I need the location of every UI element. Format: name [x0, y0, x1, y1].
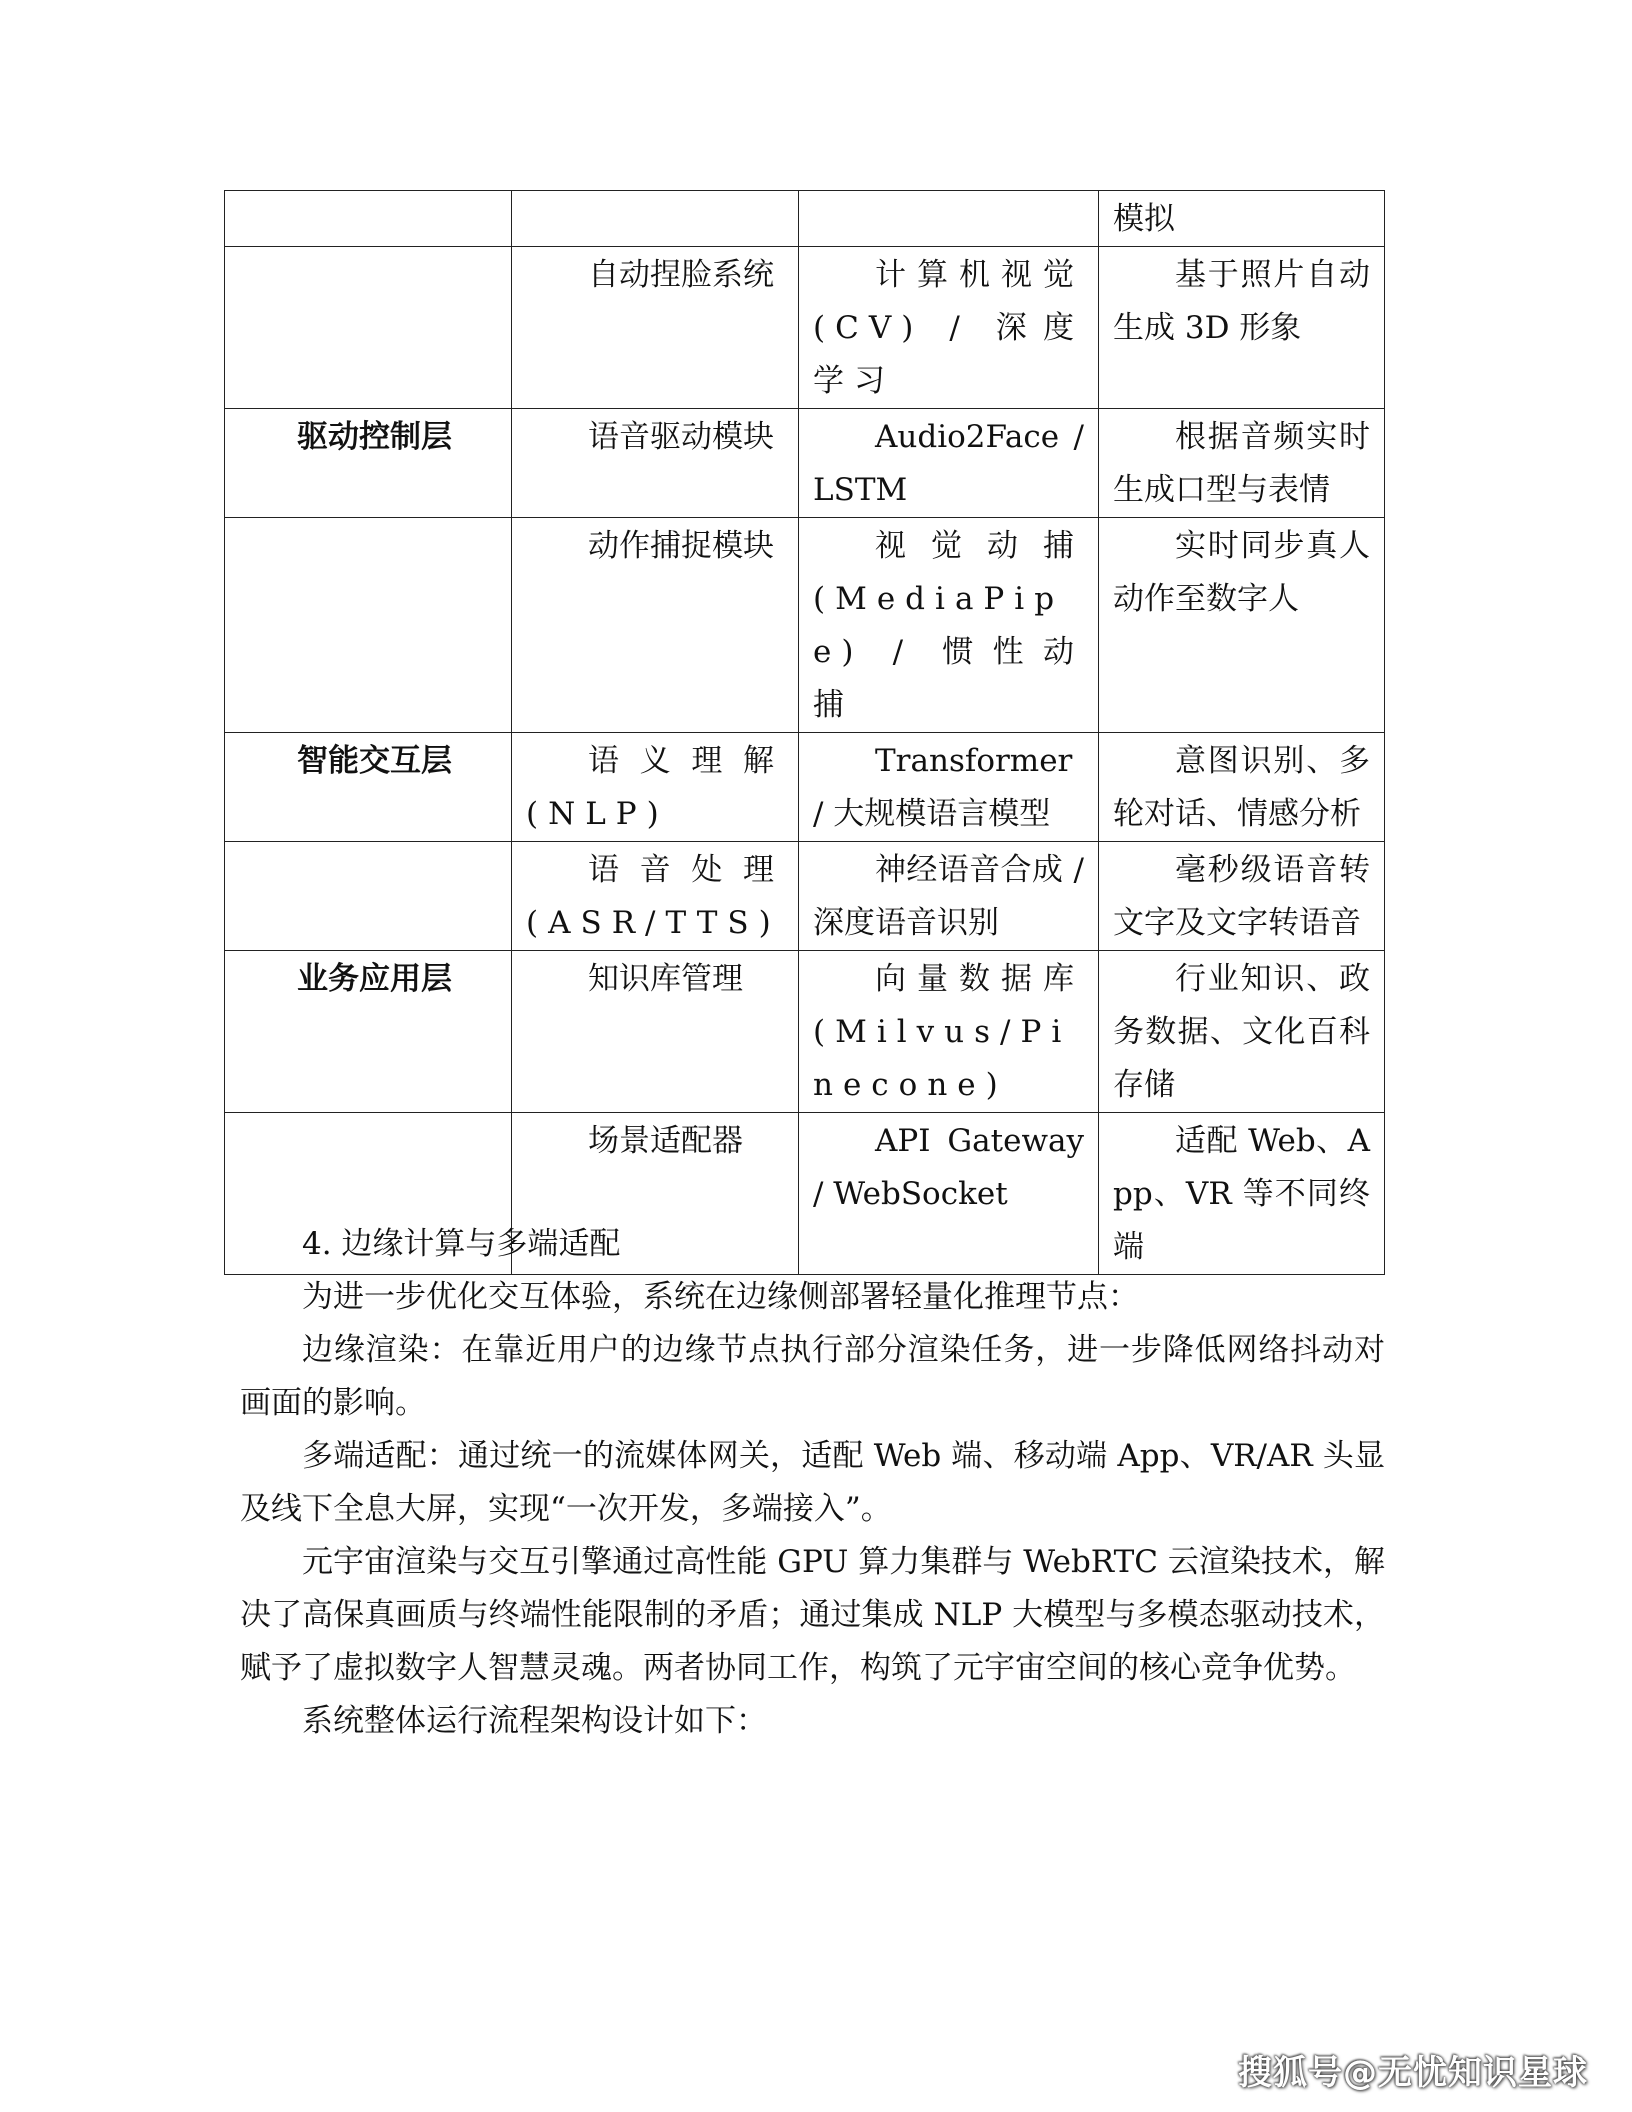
tech-cell: 视觉动捕 (MediaPipe) / 惯性动捕: [799, 518, 1099, 733]
module-cell: 场景适配器: [512, 1113, 799, 1275]
desc-cell: 根据音频实时生成口型与表情: [1099, 409, 1385, 518]
section-heading: 4. 边缘计算与多端适配: [302, 1226, 621, 1262]
tech-cell: Transformer / 大规模语言模型: [799, 733, 1099, 842]
module-cell: 语音驱动模块: [512, 409, 799, 518]
table-row: [225, 951, 1385, 1113]
paragraph: 系统整体运行流程架构设计如下：: [302, 1703, 767, 1739]
table-row: [225, 842, 1385, 951]
layer-cell: [225, 518, 512, 733]
architecture-table: [224, 190, 1385, 1275]
table-row: [225, 191, 1385, 247]
desc-cell: 实时同步真人动作至数字人: [1099, 518, 1385, 733]
desc-cell: 模拟: [1099, 191, 1385, 247]
layer-cell: 驱动控制层: [225, 409, 512, 518]
desc-cell: 适配 Web、App、VR 等不同终端: [1099, 1113, 1385, 1275]
layer-cell: 业务应用层: [225, 951, 512, 1113]
table-row: [225, 518, 1385, 733]
source-watermark: 搜狐号@无忧知识星球: [1238, 2053, 1588, 2093]
tech-cell: 计算机视觉 (CV) / 深度学习: [799, 247, 1099, 409]
body-text: [240, 1218, 1385, 1748]
paragraph: 元宇宙渲染与交互引擎通过高性能 GPU 算力集群与 WebRTC 云渲染技术，解决了高保真画质与终端性能限制的矛盾；通过集成 NLP 大模型与多模态驱动技术，赋予了虚拟数字人智慧灵魂。两者协同工作，构筑了元宇宙空间的核心竞争优势。: [240, 1544, 1385, 1686]
desc-cell: 意图识别、多轮对话、情感分析: [1099, 733, 1385, 842]
tech-cell: 神经语音合成 / 深度语音识别: [799, 842, 1099, 951]
module-cell: [512, 191, 799, 247]
tech-cell: Audio2Face / LSTM: [799, 409, 1099, 518]
layer-cell: [225, 842, 512, 951]
module-cell: 语音处理 (ASR/TTS): [512, 842, 799, 951]
tech-cell: [799, 191, 1099, 247]
desc-cell: 毫秒级语音转文字及文字转语音: [1099, 842, 1385, 951]
module-cell: 知识库管理: [512, 951, 799, 1113]
desc-cell: 行业知识、政务数据、文化百科存储: [1099, 951, 1385, 1113]
tech-cell: 向量数据库 (Milvus/Pinecone): [799, 951, 1099, 1113]
tech-cell: API Gateway / WebSocket: [799, 1113, 1099, 1275]
table-row: [225, 247, 1385, 409]
desc-cell: 基于照片自动生成 3D 形象: [1099, 247, 1385, 409]
paragraph: 为进一步优化交互体验，系统在边缘侧部署轻量化推理节点：: [302, 1279, 1139, 1315]
module-cell: 自动捏脸系统: [512, 247, 799, 409]
module-cell: 语义理解 (NLP): [512, 733, 799, 842]
paragraph: 多端适配：通过统一的流媒体网关，适配 Web 端、移动端 App、VR/AR 头显及线下全息大屏，实现“一次开发，多端接入”。: [240, 1438, 1385, 1527]
layer-cell: [225, 247, 512, 409]
table-row: [225, 409, 1385, 518]
layer-cell: [225, 191, 512, 247]
table-row: [225, 733, 1385, 842]
module-cell: 动作捕捉模块: [512, 518, 799, 733]
layer-cell: 智能交互层: [225, 733, 512, 842]
paragraph: 边缘渲染：在靠近用户的边缘节点执行部分渲染任务，进一步降低网络抖动对画面的影响。: [240, 1332, 1385, 1421]
